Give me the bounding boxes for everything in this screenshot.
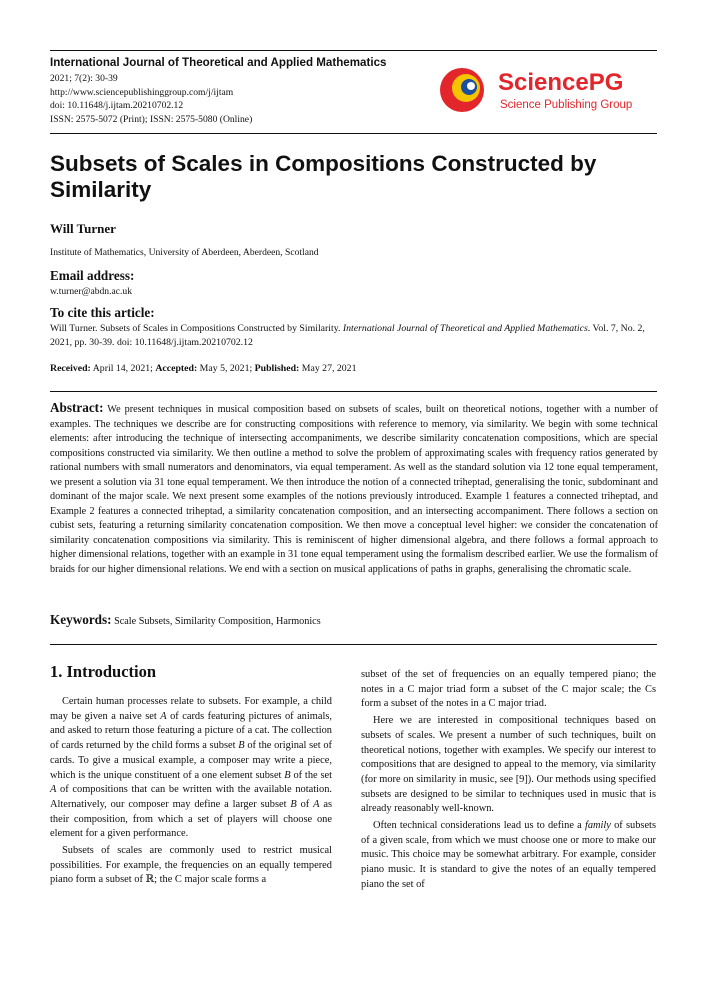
journal-issue: 2021; 7(2): 30-39	[50, 73, 118, 84]
published-date: May 27, 2021	[301, 363, 357, 374]
citation-details: . Vol. 7, No. 2, 2021, pp. 30-39. doi: 10.11648/j.ijtam.20210702.12	[50, 323, 645, 349]
received-label: Received:	[50, 363, 91, 374]
sciencepg-logo-icon	[436, 62, 636, 118]
journal-meta	[50, 72, 252, 126]
keywords-text: Scale Subsets, Similarity Composition, Harmonics	[114, 616, 321, 627]
article-title-line-1: Subsets of Scales in Compositions Constructed by	[50, 151, 597, 176]
author-affiliation: Institute of Mathematics, University of Aberdeen, Aberdeen, Scotland	[50, 247, 319, 258]
abstract	[50, 401, 658, 577]
journal-name: International Journal of Theoretical and Applied Mathematics	[50, 56, 387, 69]
logo-wordmark: SciencePG	[498, 69, 624, 96]
accepted-date: May 5, 2021;	[199, 363, 253, 374]
received-date: April 14, 2021;	[92, 363, 153, 374]
author-email[interactable]: w.turner@abdn.ac.uk	[50, 286, 133, 297]
abstract-label: Abstract:	[50, 400, 104, 415]
body-column-left	[50, 695, 332, 888]
body-column-right	[361, 668, 656, 893]
intro-paragraph-4: Here we are interested in compositional techniques based on subsets of scales. We present a number of such techniques, built on theoretical notions, together with examples. We specify our interest to compositions that are designed to appeal to the memory, via similarity (for more on similarity in music, see [9]). Our methods using specified subsets are designed to be similar to techniques used in music that is already reasonably well-known.	[361, 715, 656, 815]
header-rule-bottom	[50, 133, 657, 134]
intro-paragraph-1: Certain human processes relate to subsets. For example, a child may be given a naive set A of cards featuring pictures of animals, and asked to return those featuring a picture of a cat. The collection of cards returned by the child forms a subset B of the original set of cards. To give a musical example, a composer may write a piece, which is the unique constituent of a one element subset B of the set A of compositions that can be written with the available notation. Alternatively, our composer may define a larger subset B of A as their composition, from which a set of players will choose one element for a given performance.	[50, 696, 333, 840]
cite-heading: To cite this article:	[50, 305, 155, 320]
journal-issn: ISSN: 2575-5072 (Print); ISSN: 2575-5080 (Online)	[50, 113, 253, 125]
intro-paragraph-5: Often technical considerations lead us to define a family of subsets of a given scale, from which we must choose one or more to make our music. This choice may be somewhat arbitrary. For example, consider piano music. It is standard to give the notes of an equally tempered piano the set of	[361, 820, 656, 890]
journal-doi: doi: 10.11648/j.ijtam.20210702.12	[50, 100, 184, 112]
abstract-rule-top	[50, 391, 657, 392]
abstract-rule-bottom	[50, 644, 657, 645]
keywords-label: Keywords:	[50, 612, 112, 627]
article-title-line-2: Similarity	[50, 177, 152, 202]
intro-paragraph-3: subset of the set of frequencies on an equally tempered piano; the notes in a C major triad form a subset of the C major scale; the Cs form a subset of the notes in a C major triad.	[361, 669, 656, 710]
email-heading: Email address:	[50, 268, 135, 283]
citation-plain: Will Turner. Subsets of Scales in Compositions Constructed by Similarity.	[50, 323, 343, 334]
accepted-label: Accepted:	[155, 363, 198, 374]
citation-journal: International Journal of Theoretical and Applied Mathematics	[342, 323, 588, 334]
header-rule-top	[50, 50, 657, 51]
abstract-text: We present techniques in musical composition based on subsets of scales, built on theoretical notions, together with a number of examples. The techniques we describe are for constructing compositions with reference to memory, via similarity. We begin with some technical elements: after introducing the technique of intersecting accompaniments, we describe similarity concatenation compositions, which are special compositions constructed via similarity. We then outline a method to solve the problem of approximating scales with frequency ratios generated by rational numbers with small numerators and denominators, via equal temperament. As well as the standard solution via 12 tone equal temperament, we present a solution via 31 tone equal temperament. We then introduce the notion of a connected triheptad, generalising the tonic, subdominant and dominant of the major scale. We next present some examples of the notions previously introduced. Example 1 features a connected triheptad, and Example 2 features a connected triheptad, a similarity concatenation composition, and an intersecting accompaniment. There follows a section on cubist sets, featuring a returning similarity concatenation composition. We then move a conceptual level higher: we consider the concatenation of similarity concatenation compositions via similarity. This is reminiscent of higher dimensional algebra, and there follows a formal approach to higher dimensional relations, together with an example in 31 tone equal temperament using the formalism described earlier. We use the formalism of braids for our higher dimensional relations. We end with a section on musical applications of paths in graphs, generalising the chromatic scale.	[50, 404, 658, 575]
intro-paragraph-2: Subsets of scales are commonly used to restrict musical possibilities. For example, the frequencies on an equally tempered piano form a subset of ℝ; the C major scale forms a	[50, 845, 332, 886]
author-name: Will Turner	[50, 221, 116, 236]
logo-subtitle: Science Publishing Group	[500, 99, 633, 111]
sciencepg-logo	[436, 62, 636, 118]
section-heading-introduction: 1. Introduction	[50, 662, 157, 681]
article-dates	[50, 363, 356, 374]
journal-url[interactable]: http://www.sciencepublishinggroup.com/j/ijtam	[50, 86, 234, 98]
citation-text	[50, 322, 660, 351]
published-label: Published:	[254, 363, 300, 374]
article-title	[50, 151, 660, 203]
keywords	[50, 612, 321, 628]
